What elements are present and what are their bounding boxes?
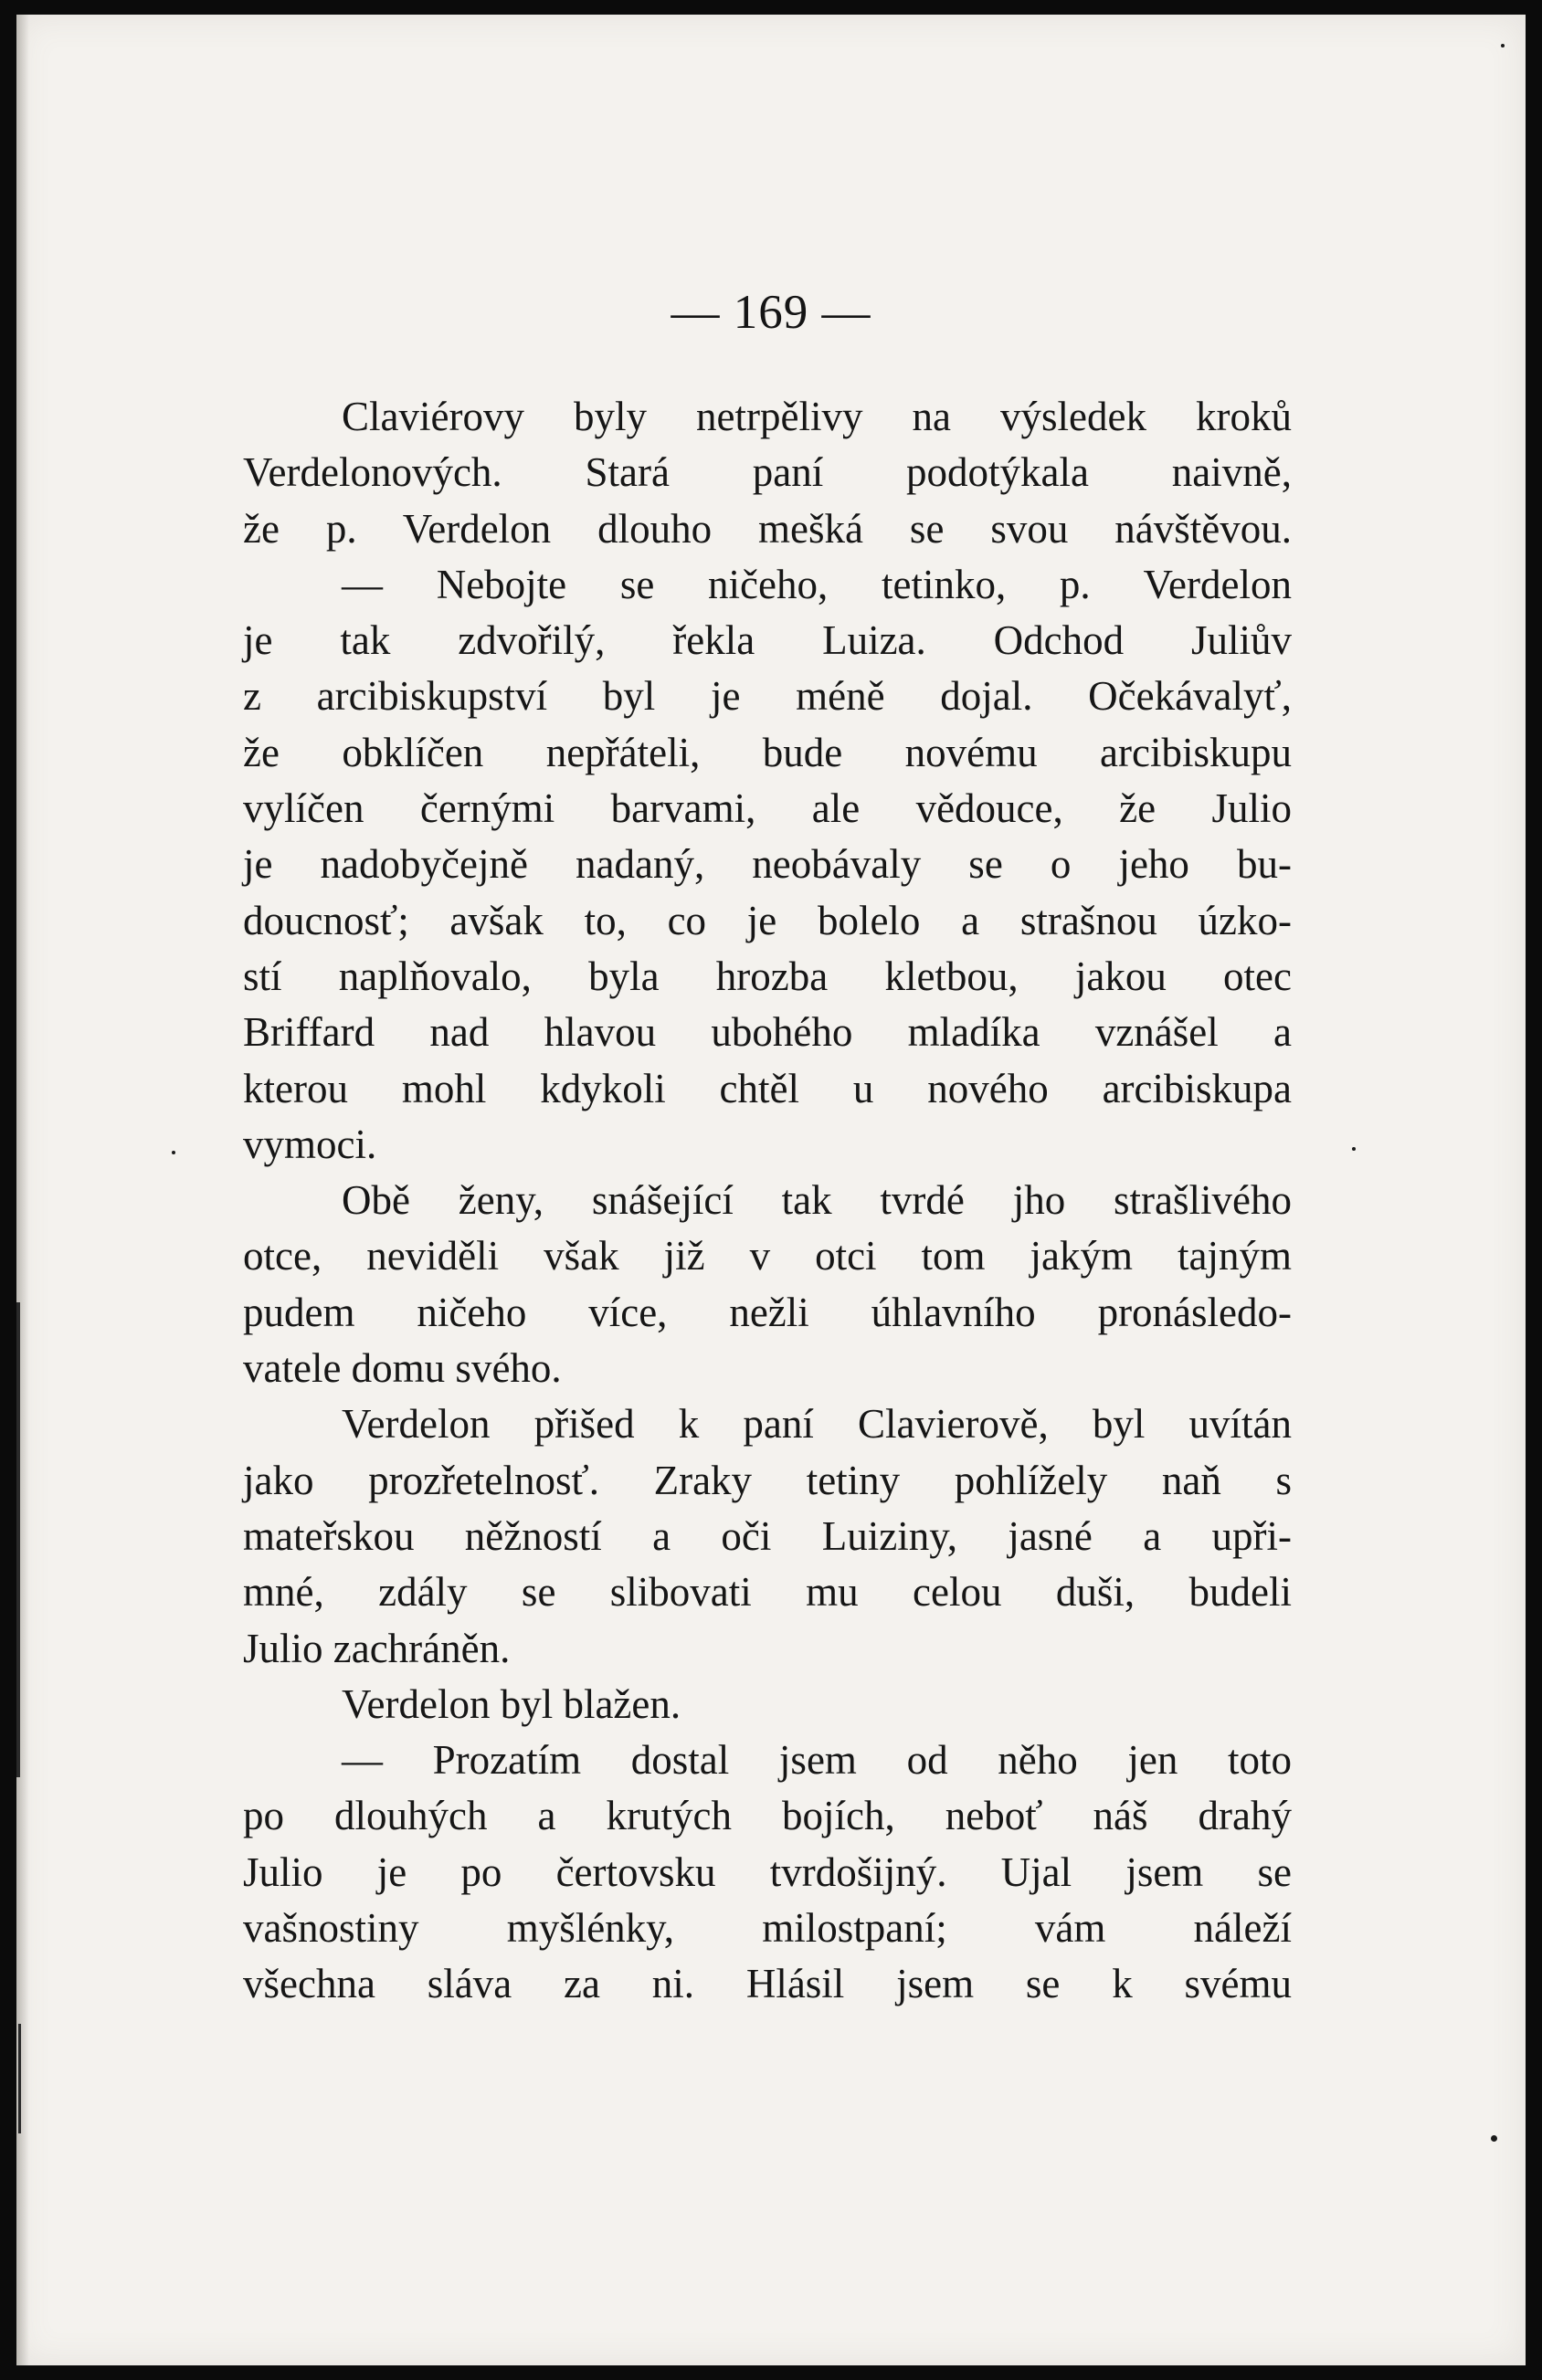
text-line: Julio je po čertovsku tvrdošijný. Ujal jsem se	[243, 1848, 1292, 1895]
scan-speck	[172, 1151, 175, 1154]
text-line: mateřskou něžností a oči Luiziny, jasné a upři-	[243, 1512, 1292, 1559]
text-line: je nadobyčejně nadaný, neobávaly se o jeho bu-	[243, 841, 1292, 888]
book-page	[16, 15, 1526, 2365]
text-line: pudem ničeho více, nežli úhlavního pronásledo-	[243, 1289, 1292, 1335]
text-line: že p. Verdelon dlouho mešká se svou návštěvou.	[243, 505, 1292, 552]
scan-edge-mark	[18, 2024, 21, 2133]
text-line: Verdelon byl blažen.	[342, 1680, 681, 1727]
text-line: Claviérovy byly netrpělivy na výsledek kroků	[342, 394, 1292, 439]
page-gutter-shadow	[16, 15, 29, 2365]
page-number: — 169 —	[671, 286, 871, 339]
scan-speck	[1501, 44, 1505, 47]
text-line: po dlouhých a krutých bojích, neboť náš drahý	[243, 1793, 1292, 1839]
scan-speck	[1491, 2135, 1497, 2142]
text-line: Verdelon přišed k paní Clavierově, byl uvítán	[342, 1401, 1292, 1448]
text-line: vašnostiny myšlénky, milostpaní; vám náleží	[243, 1905, 1292, 1952]
text-line: — Nebojte se ničeho, tetinko, p. Verdelon	[342, 561, 1292, 607]
text-line: kterou mohl kdykoli chtěl u nového arcibiskupa	[243, 1065, 1292, 1111]
text-line: mné, zdály se slibovati mu celou duši, budeli	[243, 1569, 1292, 1616]
text-line: — Prozatím dostal jsem od něho jen toto	[342, 1737, 1292, 1784]
text-line: jako prozřetelnosť. Zraky tetiny pohlížely naň s	[243, 1457, 1292, 1503]
text-line: vylíčen černými barvami, ale vědouce, že Julio	[243, 785, 1292, 832]
text-line: Briffard nad hlavou ubohého mladíka vznášel a	[243, 1009, 1292, 1056]
scan-speck	[1352, 1147, 1356, 1151]
text-line: je tak zdvořilý, řekla Luiza. Odchod Juliův	[243, 617, 1292, 664]
text-line: otce, neviděli však již v otci tom jakým tajným	[243, 1233, 1292, 1280]
text-line: z arcibiskupství byl je méně dojal. Očekávalyť,	[243, 673, 1292, 720]
body-text	[243, 389, 1292, 2013]
text-line: doucnosť; avšak to, co je bolelo a strašnou úzko-	[243, 897, 1292, 943]
text-line: vatele domu svého.	[243, 1345, 562, 1392]
scan-edge-mark	[16, 1302, 20, 1777]
text-line: všechna sláva za ni. Hlásil jsem se k svému	[243, 1961, 1292, 2007]
text-line: Julio zachráněn.	[243, 1625, 511, 1671]
text-line: vymoci.	[243, 1121, 377, 1167]
text-line: Obě ženy, snášející tak tvrdé jho strašlivého	[342, 1177, 1292, 1224]
text-line: stí naplňovalo, byla hrozba kletbou, jakou otec	[243, 953, 1292, 999]
text-line: Verdelonových. Stará paní podotýkala naivně,	[243, 449, 1292, 496]
text-line: že obklíčen nepřáteli, bude novému arcibiskupu	[243, 729, 1292, 775]
